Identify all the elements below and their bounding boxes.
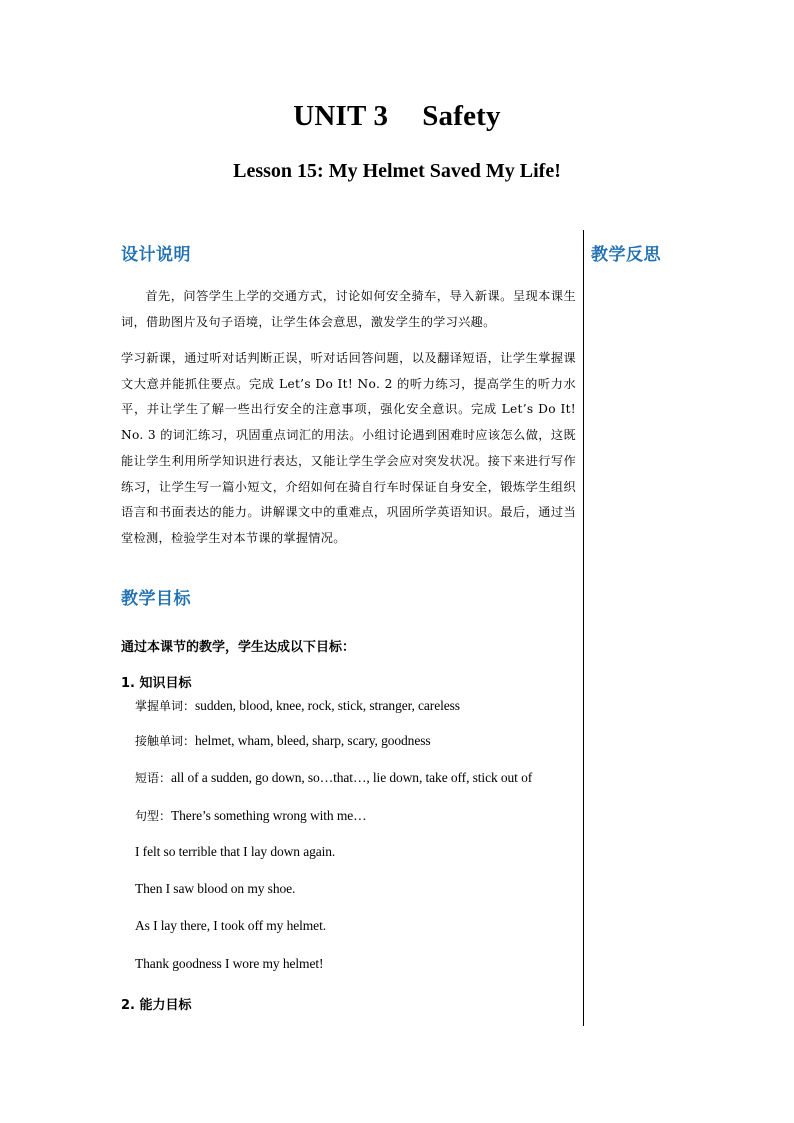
ability-objectives-title: 2. 能力目标: [121, 998, 192, 1013]
design-heading: 设计说明: [121, 245, 191, 265]
knowledge-line-sentence: [135, 844, 335, 860]
reflection-heading: 教学反思: [591, 245, 661, 265]
knowledge-line-exposure-words: [135, 732, 431, 749]
line-text: As I lay there, I took off my helmet.: [135, 918, 327, 933]
objectives-heading: 教学目标: [121, 589, 191, 609]
unit-number: UNIT 3: [293, 100, 389, 132]
knowledge-line-sentence: [135, 956, 323, 972]
line-label: 句型：: [135, 809, 172, 823]
knowledge-line-core-words: [135, 697, 460, 714]
line-text: sudden, blood, knee, rock, stick, stranger, careless: [195, 698, 460, 713]
knowledge-objectives-title: 1. 知识目标: [121, 676, 192, 691]
design-paragraph-1: 首先，问答学生上学的交通方式，讨论如何安全骑车，导入新课。呈现本课生词，借助图片及句子语境，让学生体会意思，激发学生的学习兴趣。: [121, 289, 576, 329]
line-label: 接触单词：: [135, 734, 196, 748]
line-text: There’s something wrong with me…: [171, 808, 367, 823]
unit-title: [0, 100, 794, 133]
line-text: all of a sudden, go down, so…that…, lie down, take off, stick out of: [171, 770, 533, 785]
line-text: helmet, wham, bleed, sharp, scary, goodness: [195, 733, 431, 748]
knowledge-line-phrases: [135, 769, 532, 786]
line-text: Thank goodness I wore my helmet!: [135, 956, 324, 971]
knowledge-line-sentence: [135, 881, 295, 897]
knowledge-line-sentence: [135, 918, 326, 934]
line-label: 掌握单词：: [135, 699, 196, 713]
line-label: 短语：: [135, 771, 172, 785]
unit-name: Safety: [422, 100, 501, 132]
line-text: Then I saw blood on my shoe.: [135, 881, 296, 896]
objectives-intro: 通过本课节的教学，学生达成以下目标：: [121, 640, 356, 655]
line-text: I felt so terrible that I lay down again.: [135, 844, 336, 859]
column-divider: [583, 230, 584, 1026]
lesson-title: Lesson 15: My Helmet Saved My Life!: [233, 160, 561, 182]
design-paragraph-2: 学习新课，通过听对话判断正误，听对话回答问题，以及翻译短语，让学生掌握课文大意并能抓住要点。完成 Let’s Do It! No. 2 的听力练习，提高学生的听力水平，并让学生了解一些出行安全的注意事项，强化安全意识。完成 Let’s Do It! No. 3 的词汇练习，巩固重点词汇的用法。小组讨论遇到困难时应该怎么做，这既能让学生利用所学知识进行表达，又能让学生学会应对突发状况。接下来进行写作练习，让学生写一篇小短文，介绍如何在骑自行车时保证自身安全，锻炼学生组织语言和书面表达的能力。讲解课文中的重难点，巩固所学英语知识。最后，通过当堂检测，检验学生对本节课的掌握情况。: [121, 351, 576, 545]
knowledge-line-sentence-patterns: [135, 807, 367, 824]
